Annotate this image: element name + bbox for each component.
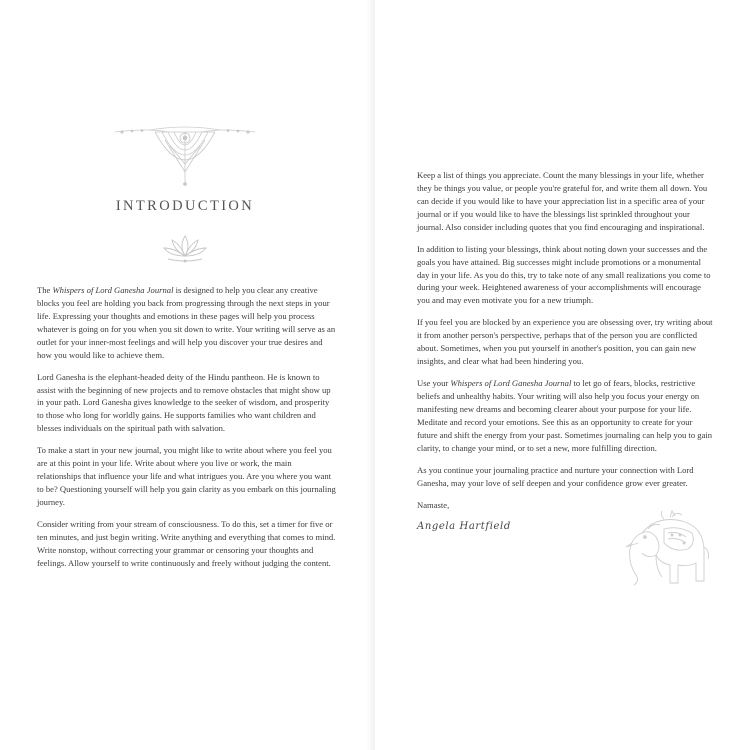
paragraph: Use your Whispers of Lord Ganesha Journal to let go of fears, blocks, restrictive beliefs and unhealthy habits. Your writing will also help you focus your energy on manifesting new dreams and becoming clearer about your purpose for your life. Meditate and record your emotions. See this as an opportunity to create for your future and shift the energy from your past. Sometimes journaling can help you to gain clarity, to change your mind, or to set a new, more fulfilling direction. [417, 378, 713, 453]
paragraph: The Whispers of Lord Ganesha Journal is designed to help you clear any creative blocks you feel are holding you back from progressing through the next steps in your life. Expressing your thoughts and emotions in these pages will help you process whatever is going on for you when you sit down to write. Your writing will serve as an outlet for your inner-most feelings and will help you discover your true desires and how you would like to achieve them. [37, 285, 336, 360]
paragraph: If you feel you are blocked by an experience you are obsessing over, try writing about it from another person's perspective, perhaps that of the person you are conflicted about. Sometimes, when you put yourself in another's position, you can gain new insights, and clear what had been hindering you. [417, 317, 713, 367]
paragraph: Keep a list of things you appreciate. Count the many blessings in your life, whether they be things you value, or people you're grateful for, and write them all down. You can decide if you would like to have your appreciation list in a specific area of your journal or if you would like to have the blessings list sprinkled throughout your journal. Also consider including quotes that you find encouraging and inspirational. [417, 170, 708, 232]
elephant-icon [612, 503, 712, 593]
paragraph: As you continue your journaling practice and nurture your connection with Lord Ganesha, may your love of self deepen and your confidence grow ever greater. [417, 464, 694, 488]
paragraph: Consider writing from your stream of consciousness. To do this, set a timer for five or ten minutes, and just begin writing. Write anything and everything that comes to mind. Write nonstop, without correcting your grammar or censoring your thoughts and feelings. Allow yourself to write continuously and freely without judging the content. [37, 519, 336, 568]
right-page-body [417, 169, 713, 534]
paragraph: In addition to listing your blessings, think about noting down your successes and the goals you have attained. Big successes might include promotions or a monumental day in your life. As you do this, try to take note of any small realizations you come to during your week. Heightened awareness of your accomplishments will encourage you and may even motivate you for a new triumph. [417, 243, 711, 306]
lotus-icon [160, 232, 210, 264]
left-page-body [37, 284, 337, 579]
signature: Angela Hartfield [417, 520, 511, 532]
mandala-ornament-icon [110, 118, 260, 188]
paragraph: To make a start in your new journal, you might like to write about where you feel you are at this point in your life. Write about where you live or work, the main relationships that influence your life and what intrigues you. Are you where you want to be? Questioning yourself will help you gain clarity as you embark on this journaling journey. [37, 445, 336, 507]
closing: Namaste, [417, 499, 450, 510]
right-page [375, 0, 750, 750]
page-title: INTRODUCTION [115, 198, 255, 214]
paragraph: Lord Ganesha is the elephant-headed deity of the Hindu pantheon. He is known to assist with the beginning of new projects and to remove obstacles that might show up in your path. Lord Ganesha gives knowledge to the seeker of wisdom, and prosperity to those who long for worldly gains. He supports families who want children and blesses individuals on the spiritual path with salvation. [37, 371, 331, 434]
